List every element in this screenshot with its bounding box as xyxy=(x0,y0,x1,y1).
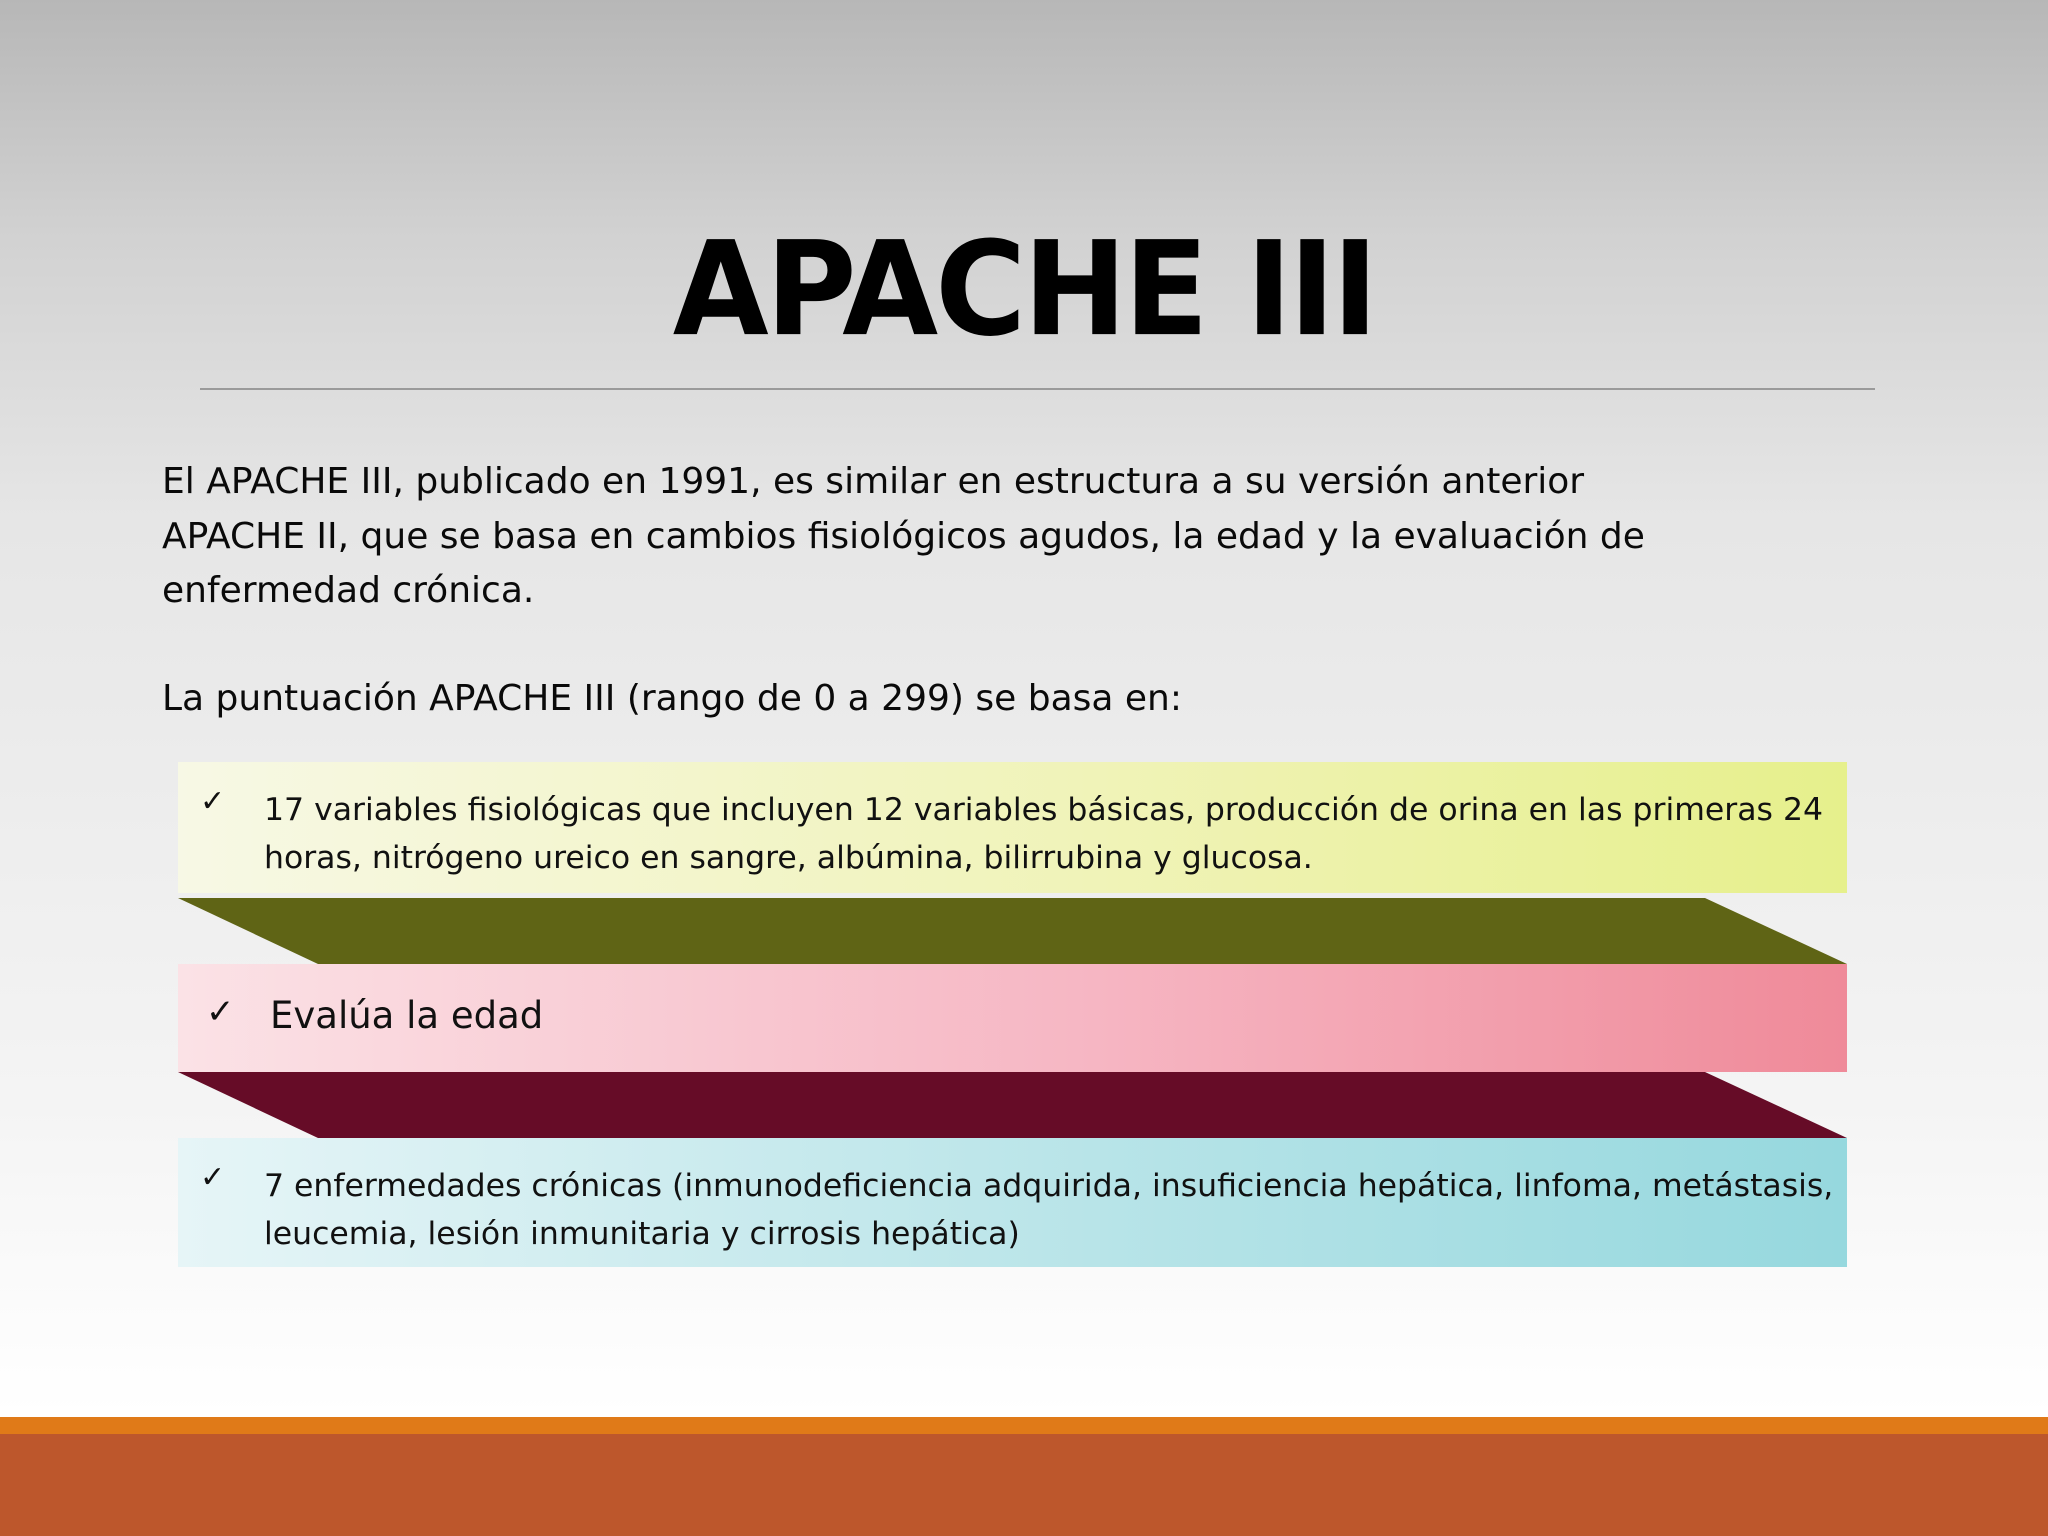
intro-paragraph: El APACHE III, publicado en 1991, es similar en estructura a su versión anterior APACHE II, que se basa en cambios fisiológicos agudos, la edad y la evaluación de enfermedad crónica. xyxy=(162,461,1645,611)
checkmark-icon: ✓ xyxy=(200,1160,226,1195)
criteria-text-physiological: 17 variables fisiológicas que incluyen 12 variables básicas, producción de orina en las primeras 24 horas, nitrógeno ureico en sangre, albúmina, bilirrubina y glucosa. xyxy=(264,792,1824,876)
footer-bar xyxy=(0,1434,2048,1536)
criteria-text-age: Evalúa la edad xyxy=(270,994,544,1037)
band-fold-maroon xyxy=(178,1072,1847,1138)
fold-shape-maroon xyxy=(178,1072,1847,1138)
criteria-band-chronic-diseases xyxy=(178,1138,1847,1267)
score-basis-text: La puntuación APACHE III (rango de 0 a 299) se basa en: xyxy=(162,678,1182,719)
criteria-band-physiological xyxy=(178,762,1847,893)
band-fold-olive xyxy=(178,898,1847,964)
criteria-text-chronic-diseases: 7 enfermedades crónicas (inmunodeficiencia adquirida, insuficiencia hepática, linfoma, metástasis, leucemia, lesión inmunitaria y cirrosis hepática) xyxy=(264,1168,1834,1252)
slide-title: APACHE III xyxy=(672,214,1376,366)
criteria-band-age xyxy=(178,964,1847,1072)
checkmark-icon: ✓ xyxy=(206,992,235,1032)
checkmark-icon: ✓ xyxy=(200,784,226,819)
fold-shape-olive xyxy=(178,898,1847,964)
title-divider xyxy=(200,388,1875,390)
footer-accent-line xyxy=(0,1417,2048,1434)
